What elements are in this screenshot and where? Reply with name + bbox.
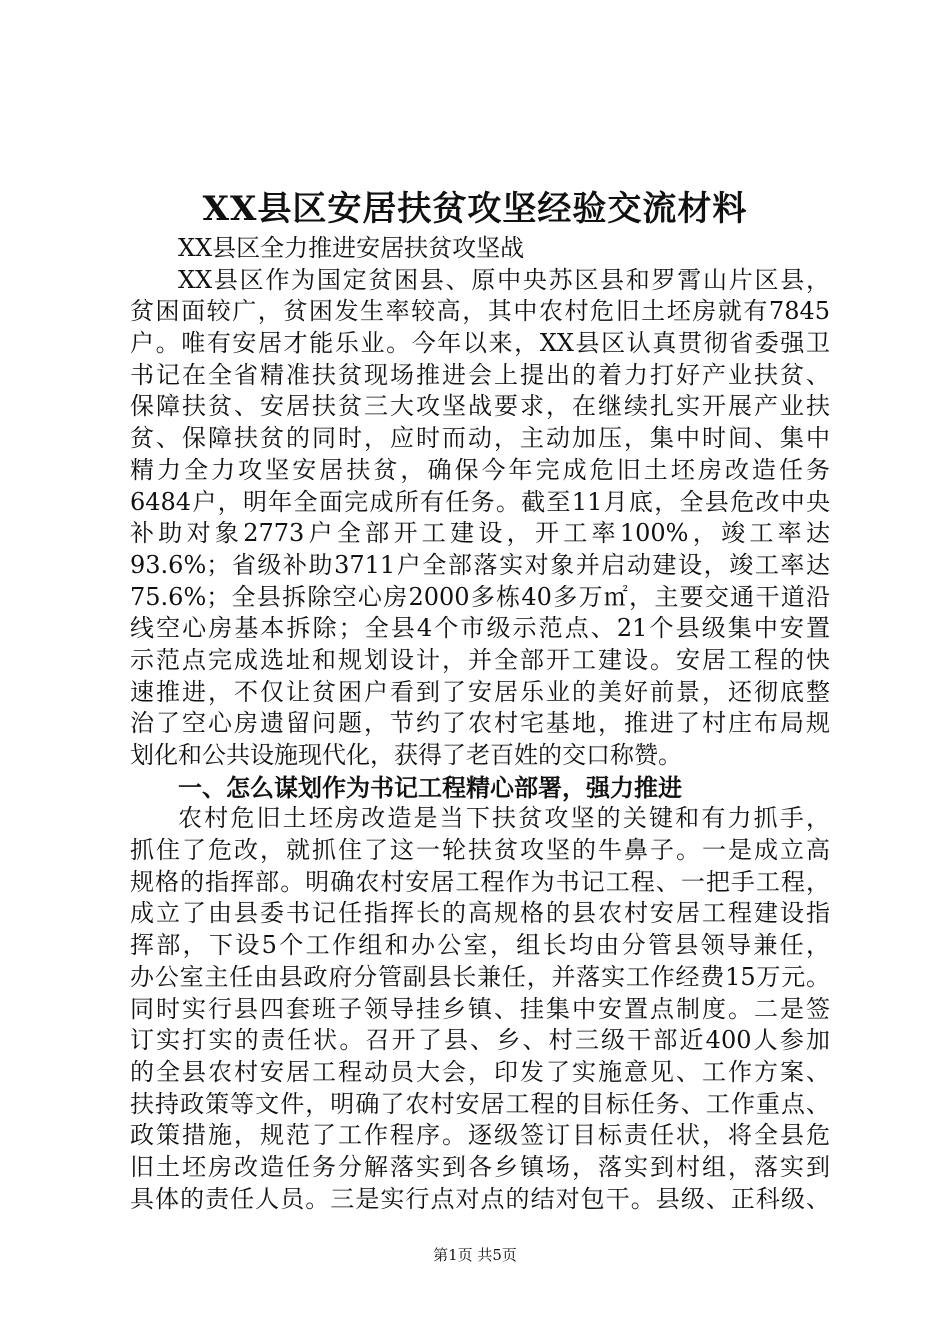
paragraph-line: 划化和公共设施现代化，获得了老百姓的交口称赞。 xyxy=(130,741,682,769)
paragraph-line: 贫困面较广，贫困发生率较高，其中农村危旧土坯房就有7845 xyxy=(130,297,830,326)
paragraph-line: 旧土坯房改造任务分解落实到各乡镇场，落实到村组，落实到 xyxy=(130,1152,830,1181)
paragraph-line: 成立了由县委书记任指挥长的高规格的县农村安居工程建设指 xyxy=(130,899,830,928)
page-footer: 第1页 共5页 xyxy=(433,1246,517,1264)
paragraph-line: 6484户，明年全面完成所有任务。截至11月底，全县危改中央 xyxy=(130,487,830,516)
paragraph-line: 的全县农村安居工程动员大会，印发了实施意见、工作方案、 xyxy=(130,1057,830,1086)
paragraph-line: 93.6%；省级补助3711户全部落实对象并启动建设，竣工率达 xyxy=(130,550,830,579)
paragraph-line: 精力全力攻坚安居扶贫，确保今年完成危旧土坯房改造任务 xyxy=(130,455,830,484)
paragraph-line: 农村危旧土坯房改造是当下扶贫攻坚的关键和有力抓手， xyxy=(178,804,830,833)
paragraph-line: 保障扶贫、安居扶贫三大攻坚战要求，在继续扎实开展产业扶 xyxy=(130,392,830,421)
paragraph-line: 户。唯有安居才能乐业。今年以来，XX县区认真贯彻省委强卫 xyxy=(130,329,830,358)
paragraph-line: 速推进，不仅让贫困户看到了安居乐业的美好前景，还彻底整 xyxy=(130,677,830,706)
paragraph-line: 规格的指挥部。明确农村安居工程作为书记工程、一把手工程， xyxy=(130,867,830,896)
paragraph-line: 具体的责任人员。三是实行点对点的结对包干。县级、正科级、 xyxy=(130,1184,830,1213)
paragraph-line: 线空心房基本拆除；全县4个市级示范点、21个县级集中安置 xyxy=(130,614,830,643)
paragraph-line: 补助对象2773户全部开工建设，开工率100%，竣工率达 xyxy=(130,519,830,548)
subtitle-line: XX县区全力推进安居扶贫攻坚战 xyxy=(178,234,525,262)
paragraph-line: XX县区作为国定贫困县、原中央苏区县和罗霄山片区县， xyxy=(178,265,830,294)
document-body xyxy=(130,233,830,1215)
paragraph-line: 治了空心房遗留问题，节约了农村宅基地，推进了村庄布局规 xyxy=(130,709,830,738)
paragraph-line: 75.6%；全县拆除空心房2000多栋40多万㎡，主要交通干道沿 xyxy=(130,582,830,611)
paragraph-line: 抓住了危改，就抓住了这一轮扶贫攻坚的牛鼻子。一是成立高 xyxy=(130,836,830,865)
paragraph-line: 订实打实的责任状。召开了县、乡、村三级干部近400人参加 xyxy=(130,1026,830,1055)
section-heading: 一、怎么谋划作为书记工程精心部署，强力推进 xyxy=(178,772,682,802)
paragraph-line: 政策措施，规范了工作程序。逐级签订目标责任状，将全县危 xyxy=(130,1121,830,1150)
paragraph-line: 示范点完成选址和规划设计，并全部开工建设。安居工程的快 xyxy=(130,645,830,674)
paragraph-line: 办公室主任由县政府分管副县长兼任，并落实工作经费15万元。 xyxy=(130,962,830,991)
paragraph-line: 挥部，下设5个工作组和办公室，组长均由分管县领导兼任， xyxy=(130,931,830,960)
paragraph-line: 同时实行县四套班子领导挂乡镇、挂集中安置点制度。二是签 xyxy=(130,994,830,1023)
paragraph-line: 贫、保障扶贫的同时，应时而动，主动加压，集中时间、集中 xyxy=(130,424,830,453)
paragraph-line: 扶持政策等文件，明确了农村安居工程的目标任务、工作重点、 xyxy=(130,1089,830,1118)
document-title: XX县区安居扶贫攻坚经验交流材料 xyxy=(202,189,748,229)
paragraph-line: 书记在全省精准扶贫现场推进会上提出的着力打好产业扶贫、 xyxy=(130,360,830,389)
